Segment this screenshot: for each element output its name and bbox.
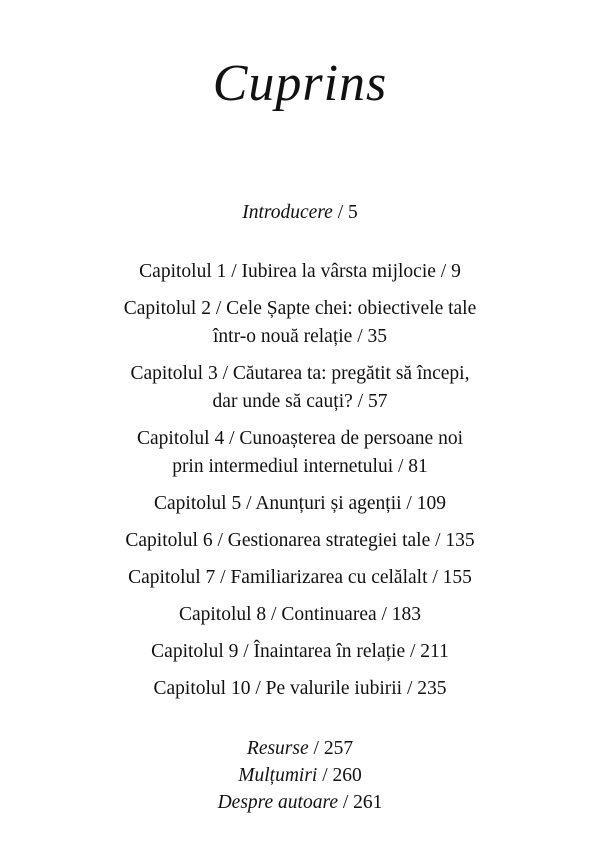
- toc-entry-page: / 5: [332, 202, 358, 223]
- toc-entry-chapter-5: [0, 490, 600, 518]
- back-matter-list: [0, 735, 600, 816]
- toc-entry-line: dar unde să cauți? / 57: [212, 391, 388, 412]
- toc-entry-chapter-2: [0, 295, 600, 351]
- toc-entry-resources: [0, 735, 600, 762]
- toc-entry-acknowledgements: [0, 762, 600, 789]
- toc-entry-chapter-9: [0, 638, 600, 666]
- toc-entry-line: Capitolul 5 / Anunțuri și agenții / 109: [154, 493, 446, 514]
- toc-entry-line: Capitolul 6 / Gestionarea strategiei tale / 135: [125, 530, 475, 551]
- toc-entry-line: Capitolul 4 / Cunoașterea de persoane noi: [137, 428, 463, 449]
- toc-entry-chapter-6: [0, 527, 600, 555]
- toc-entry-about-author: [0, 789, 600, 816]
- toc-entry-label: Mulțumiri: [238, 765, 318, 786]
- toc-entry-line: Capitolul 8 / Continuarea / 183: [178, 604, 422, 625]
- toc-entry-label: Resurse: [246, 738, 309, 759]
- toc-entry-line: prin intermediul internetului / 81: [172, 456, 428, 477]
- toc-entry-chapter-8: [0, 601, 600, 629]
- toc-entry-line: într-o nouă relație / 35: [213, 326, 387, 347]
- toc-entry-chapter-4: [0, 425, 600, 481]
- toc-entry-line: Capitolul 2 / Cele Șapte chei: obiectivele tale: [123, 298, 477, 319]
- toc-entry-line: Capitolul 10 / Pe valurile iubirii / 235: [153, 678, 447, 699]
- toc-entry-chapter-3: [0, 360, 600, 416]
- toc-entry-label: Introducere: [242, 202, 333, 223]
- toc-entry-chapter-7: [0, 564, 600, 592]
- toc-entry-page: / 261: [338, 792, 383, 813]
- toc-entry-page: / 260: [317, 765, 362, 786]
- toc-entry-line: Capitolul 9 / Înaintarea în relație / 211: [151, 641, 449, 662]
- page-title: Cuprins: [212, 55, 388, 112]
- toc-entry-label: Despre autoare: [217, 792, 338, 813]
- toc-entry-introduction: [0, 202, 600, 224]
- toc-entry-chapter-1: [0, 258, 600, 286]
- toc-entry-chapter-10: [0, 675, 600, 703]
- toc-entry-page: / 257: [308, 738, 354, 759]
- toc-entry-line: Capitolul 1 / Iubirea la vârsta mijlocie / 9: [139, 261, 461, 282]
- toc-entry-line: Capitolul 7 / Familiarizarea cu celălalt / 155: [128, 567, 472, 588]
- chapter-list: [0, 258, 600, 712]
- toc-entry-line: Capitolul 3 / Căutarea ta: pregătit să începi,: [130, 363, 470, 384]
